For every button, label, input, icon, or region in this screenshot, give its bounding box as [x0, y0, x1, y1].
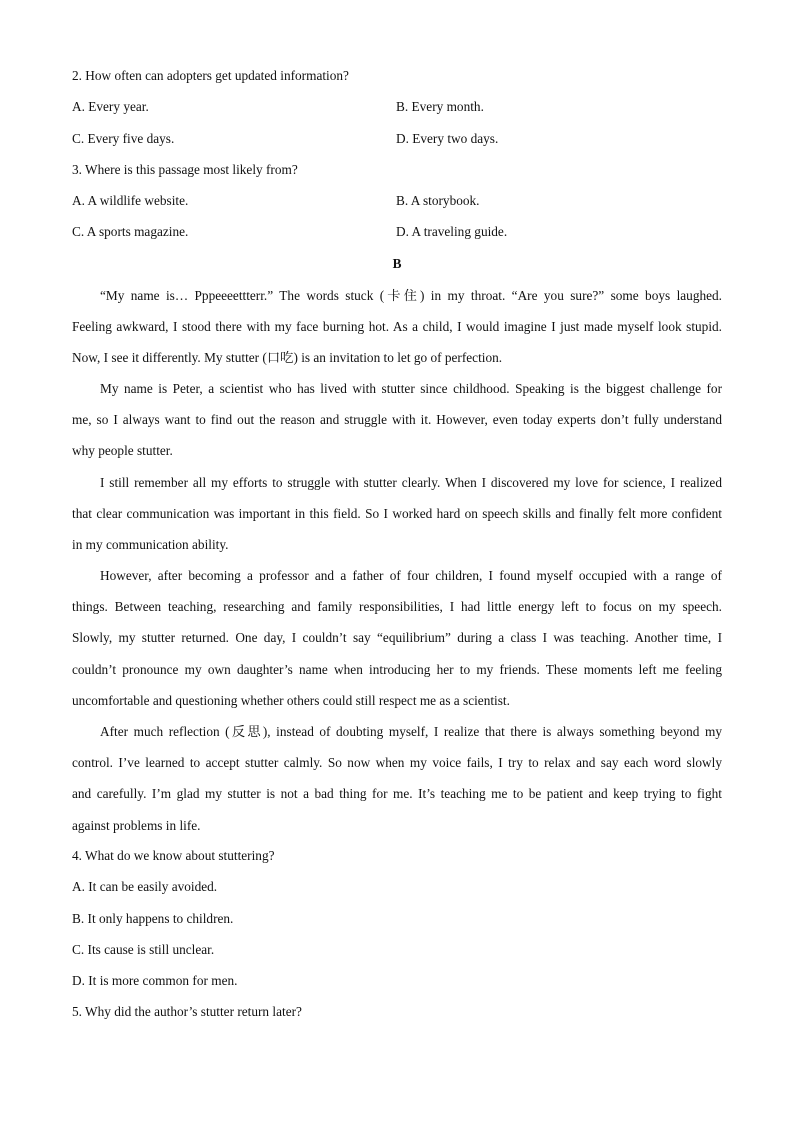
passage-paragraph [72, 467, 722, 561]
option-d: D. A traveling guide. [396, 224, 508, 239]
paragraph-line: uncomfortable and questioning whether others could still respect me as a scientist. [72, 692, 510, 708]
paragraph-line: control. I’ve learned to accept stutter calmly. So now when my voice fails, I try to relax and say each word slowly [72, 755, 722, 771]
paragraph-line: “My name is… Pppeeeettterr.” The words stuck (卡住) in my throat. “Are you sure?” some boys laughed. [100, 288, 722, 303]
option-c: C. Every five days. [72, 131, 175, 146]
paragraph-line: and carefully. I’m glad my stutter is not a bad thing for me. It’s teaching me to be patient and keep trying to fight [72, 786, 722, 802]
option-b: B. A storybook. [396, 193, 480, 208]
paragraph-line: Slowly, my stutter returned. One day, I couldn’t say “equilibrium” during a class I was teaching. Another time, I [72, 630, 722, 646]
paragraph-line: Feeling awkward, I stood there with my face burning hot. As a child, I would imagine I just made myself look stupid. [72, 319, 722, 335]
paragraph-line: couldn’t pronounce my own daughter’s name when introducing her to my friends. These moments left me feeling [72, 661, 722, 677]
option-a: A. A wildlife website. [72, 193, 189, 208]
paragraph-line: things. Between teaching, researching and family responsibilities, I had little energy left to focus on my speech. [72, 599, 722, 615]
paragraph-line: After much reflection (反思), instead of doubting myself, I realize that there is always something beyond my [100, 724, 722, 739]
option-c: C. Its cause is still unclear. [72, 942, 215, 957]
option-a: A. Every year. [72, 99, 149, 114]
paragraph-line: However, after becoming a professor and a father of four children, I found myself occupied with a range of [100, 568, 722, 583]
passage-paragraph [72, 560, 722, 716]
option-c: C. A sports magazine. [72, 224, 189, 239]
question-stem: 3. Where is this passage most likely from? [72, 162, 298, 177]
option-b: B. It only happens to children. [72, 911, 234, 926]
passage-paragraph [72, 280, 722, 374]
paragraph-line: I still remember all my efforts to struggle with stutter clearly. When I discovered my love for science, I realized [100, 475, 722, 490]
paragraph-line: why people stutter. [72, 443, 173, 459]
paragraph-line: in my communication ability. [72, 537, 229, 553]
paragraph-line: me, so I always want to find out the reason and struggle with it. However, even today experts don’t fully understand [72, 412, 722, 428]
passage-paragraph [72, 373, 722, 467]
paragraph-line: that clear communication was important in this field. So I worked hard on speech skills and finally felt more confident [72, 506, 722, 522]
paragraph-line: against problems in life. [72, 817, 201, 833]
option-b: B. Every month. [396, 99, 484, 114]
option-a: A. It can be easily avoided. [72, 879, 218, 894]
question-stem: 4. What do we know about stuttering? [72, 848, 275, 863]
section-title: B [392, 256, 402, 271]
paragraph-line: My name is Peter, a scientist who has lived with stutter since childhood. Speaking is the biggest challenge for [100, 381, 722, 396]
option-d: D. Every two days. [396, 131, 499, 146]
option-d: D. It is more common for men. [72, 973, 238, 988]
question-stem: 2. How often can adopters get updated information? [72, 68, 349, 83]
paragraph-line: Now, I see it differently. My stutter (口吃) is an invitation to let go of perfection. [72, 350, 503, 366]
question-stem: 5. Why did the author’s stutter return later? [72, 1004, 302, 1019]
passage-paragraph [72, 716, 722, 841]
